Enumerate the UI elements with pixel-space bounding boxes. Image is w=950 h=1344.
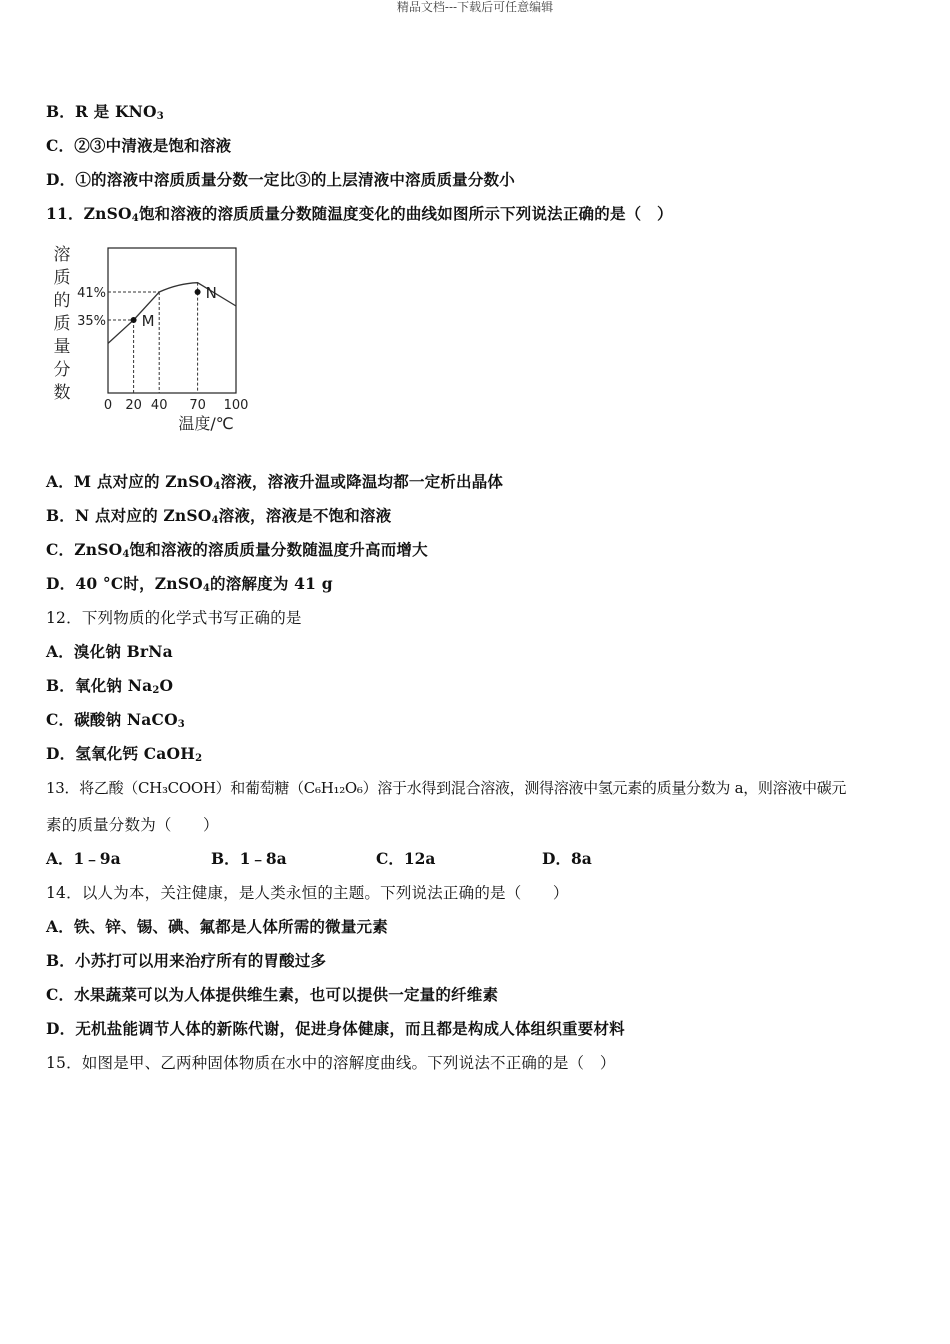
q13-option-b: B．1﹣8a <box>211 849 287 868</box>
x-tick-label: 0 <box>103 398 113 413</box>
q15-stem: 15．如图是甲、乙两种固体物质在水中的溶解度曲线。下列说法不正确的是（ ） <box>46 1054 616 1072</box>
q14-option-c: C．水果蔬菜可以为人体提供维生素，也可以提供一定量的纤维素 <box>46 985 499 1004</box>
point-label-n: N <box>205 284 217 302</box>
x-tick-label: 70 <box>189 398 206 413</box>
point-m <box>131 317 137 323</box>
q12-option-d: D．氢氧化钙 CaOH$_2$ <box>46 744 203 764</box>
q11-option-b: B．N 点对应的 ZnSO$_4$溶液，溶液是不饱和溶液 <box>46 506 392 526</box>
solubility-chart <box>48 240 258 440</box>
q13-stem-line1: 13．将乙酸（CH₃COOH）和葡萄糖（C₆H₁₂O₆）溶于水得到混合溶液，测得溶液中氢元素的质量分数为 a，则溶液中碳元 <box>46 779 847 797</box>
y-tick-label: 41% <box>77 286 106 301</box>
ylabel-char: 质 <box>53 314 71 334</box>
q12-stem: 12．下列物质的化学式书写正确的是 <box>46 609 302 627</box>
q12-option-b: B．氧化钠 $Na_2O$ <box>46 676 174 696</box>
chart-ylabel <box>54 245 71 403</box>
q14-stem: 14．以人为本，关注健康，是人类永恒的主题。下列说法正确的是（ ） <box>46 884 569 902</box>
q13-option-a: A．1﹣9a <box>46 849 121 868</box>
ylabel-char: 溶 <box>53 245 71 265</box>
q12-option-c: C．碳酸钠 NaCO$_3$ <box>46 710 185 730</box>
q11-option-c: C．ZnSO$_4$饱和溶液的溶质质量分数随温度升高而增大 <box>46 540 428 560</box>
point-n <box>195 289 201 295</box>
chart-xlabel: 温度/℃ <box>178 414 234 433</box>
chart-frame <box>108 248 236 393</box>
q13-stem-line2: 素的质量分数为（ ） <box>46 816 219 834</box>
ylabel-char: 的 <box>53 291 71 311</box>
point-label-m: M <box>141 312 155 330</box>
q13-options <box>46 849 906 869</box>
ylabel-char: 量 <box>53 337 71 357</box>
ylabel-char: 分 <box>53 360 71 380</box>
y-tick-label: 35% <box>77 314 106 329</box>
q11-option-a: A．M 点对应的 ZnSO$_4$溶液，溶液升温或降温均都一定析出晶体 <box>46 472 504 492</box>
q11-stem: 11．ZnSO$_4$饱和溶液的溶质质量分数随温度变化的曲线如图所示下列说法正确的是（ ） <box>46 204 673 224</box>
ylabel-char: 质 <box>53 268 71 288</box>
page-header: 精品文档---下载后可任意编辑 <box>396 0 554 14</box>
chart-tick-labels <box>77 286 248 413</box>
q13-option-d: D．8a <box>542 849 592 868</box>
q11-option-d: D．40 °C时，ZnSO$_4$的溶解度为 41 g <box>46 574 333 594</box>
x-tick-label: 20 <box>125 398 142 413</box>
ylabel-char: 数 <box>53 383 71 403</box>
q14-option-a: A．铁、锌、锡、碘、氟都是人体所需的微量元素 <box>46 917 388 936</box>
x-tick-label: 40 <box>150 398 168 413</box>
q14-option-b: B．小苏打可以用来治疗所有的胃酸过多 <box>46 951 327 970</box>
q10-option-b: B．R 是 $KNO_3$ <box>46 102 164 122</box>
q10-option-c: C．②③中清液是饱和溶液 <box>46 136 232 155</box>
q10-option-d: D．①的溶液中溶质质量分数一定比③的上层清液中溶质质量分数小 <box>46 170 515 189</box>
q14-option-d: D．无机盐能调节人体的新陈代谢，促进身体健康，而且都是构成人体组织重要材料 <box>46 1019 625 1038</box>
chart-points <box>131 284 217 330</box>
q13-option-c: C．12a <box>376 849 436 868</box>
q12-option-a: A．溴化钠 BrNa <box>46 642 173 661</box>
x-tick-label: 100 <box>223 398 249 413</box>
